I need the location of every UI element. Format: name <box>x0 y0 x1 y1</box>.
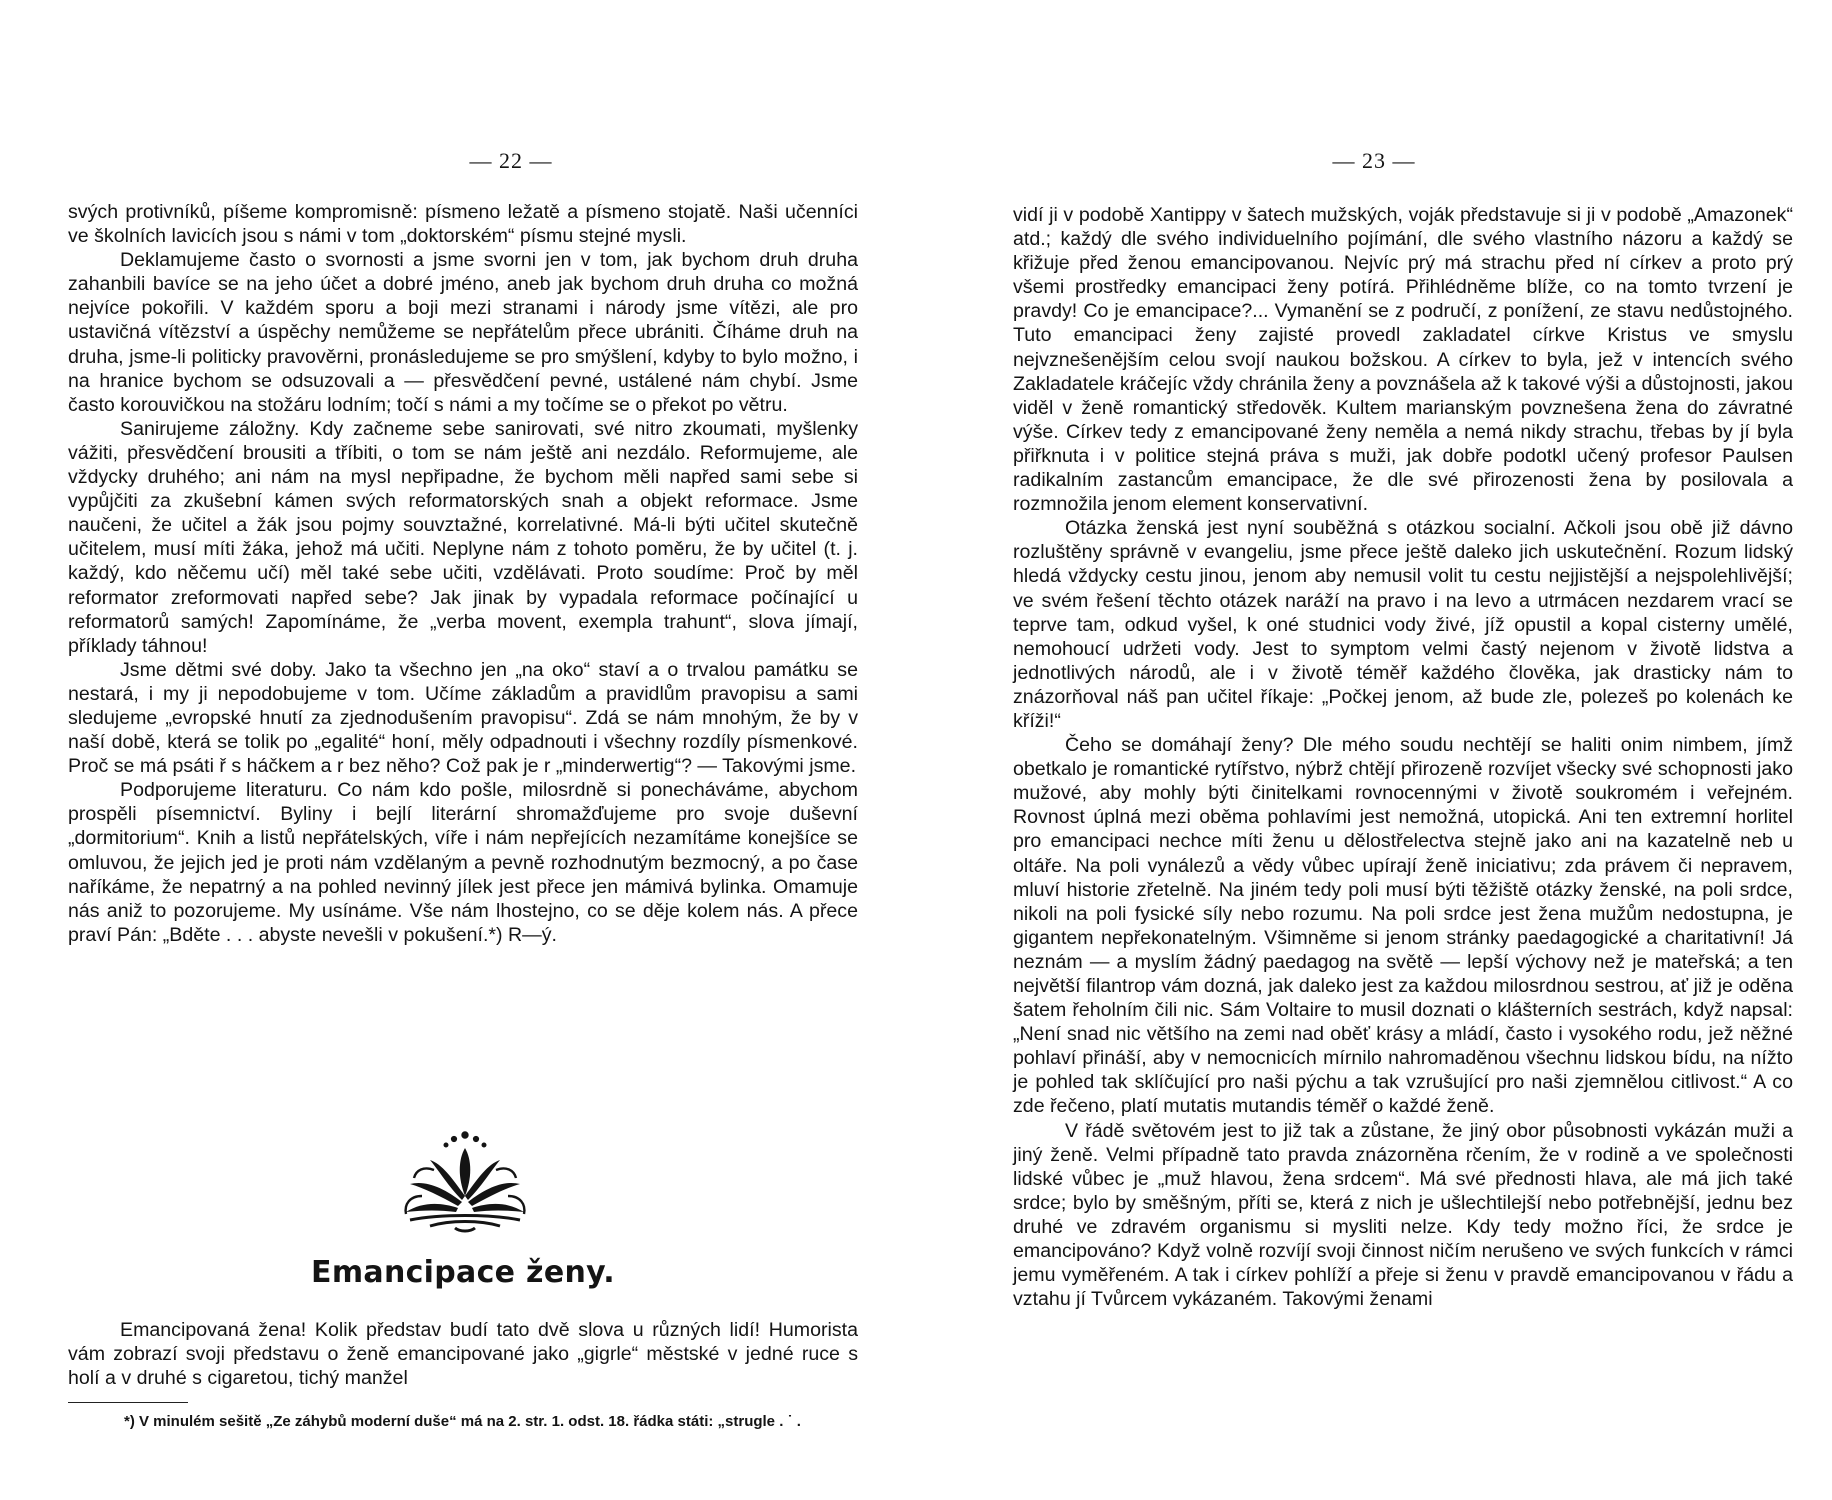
left-text-column-continued <box>68 1318 858 1390</box>
section-title: Emancipace ženy. <box>311 1255 615 1290</box>
paragraph: vidí ji v podobě Xantippy v šatech mužských, voják představuje si ji v podobě „Amazonek“ atd.; každý dle svého individuelního pojímání, dle svého vlastního názoru a každý se křižuje před ženou emancipovanou. Nejvíc prý má strachu před ní církev a proto prý všemi prostředky emancipaci ženy potírá. Přihlédněme blíže, co na tomto tvrzení je pravdy! Co je emancipace?... Vymanění se z područí, z ponížení, ze stavu nedůstojného. Tuto emancipaci ženy zajisté provedl zakladatel církve Kristus ve smyslu nejvznešenějším celou svojí naukou božskou. A církev to byla, jež v intencích svého Zakladatele kráčejíc vždy chránila ženy a povznášela až k takové výši a důstojnosti, jakou viděl v ženě romantický středověk. Kultem marianským povznešena žena do závratné výše. Církev tedy z emancipované ženy neměla a nemá nikdy strachu, třebas by jí byla přiřknuta i v politice stejná práva s muži, jak dobře podotkl učený profesor Paulsen radikalním zastancům emancipace, že dle své přirozenosti žena by posilovala a rozmnožila jenom element konservativní. <box>1013 204 1793 516</box>
floral-vignette-icon <box>400 1130 530 1234</box>
page-number-right: — 23 — <box>1332 148 1416 173</box>
paragraph: Jsme dětmi své doby. Jako ta všechno jen „na oko“ staví a o trvalou památku se nestará, i my ji nepodobujeme v tom. Učíme základům a pravidlům pravopisu a sami sledujeme „evropské hnutí za zjednodušením pravopisu“. Zdá se nám mnohým, že by v naší době, která se tolik po „egalité“ honí, měly odpadnouti i všechny rozdíly písmenkové. Proč se má psáti ř s háčkem a r bez něho? Což pak je r „minderwertig“? — Takovými jsme. <box>68 658 858 778</box>
footnote-rule <box>68 1402 188 1403</box>
paragraph: Čeho se domáhají ženy? Dle mého soudu nechtějí se haliti onim nimbem, jímž obetkalo je romantické rytířstvo, nýbrž chtějí přirozeně rozvíjet všecky své schopnosti jako mužové, aby mohly býti činitelkami rovnocennými v životě soukromém i veřejném. Rovnost úplná mezi oběma pohlavími jest nemožná, utopická. Ani ten extremní horlitel pro emancipaci nechce míti ženu u dělostřelectva stejně jako ani na kazatelně neb u oltáře. Na poli vynálezů a vědy vůbec upírají ženě iniciativu; zda právem či nepravem, mluví historie zřetelně. Na jiném tedy poli musí býti těžiště otázky ženské, na poli srdce, nikoli na poli fysické síly nebo rozumu. Na poli srdce jest žena mužům nedostupna, je gigantem nepřekonatelným. Všimněme si jenom stránky paedagogické a charitativní! Já neznám — a myslím žádný paedagog na světě — lepší výchovy než je mateřská; a ten největší filantrop vám dozná, jak daleko jest za každou milosrdnou sestrou, ať již je oděna šatem řeholním čili nic. Sám Voltaire to musil doznati o klášterních sestrách, když napsal: „Není snad nic většího na zemi nad oběť krásy a mládí, často i vysokého rodu, jež něžné pohlaví přináší, aby v nemocnicích mírnilo nahromaděnou všechnu lidskou bídu, na nížto je pohled tak sklíčující pro naši pýchu a tak vzrušující pro naši zjemnělou citlivost.“ A co zde řečeno, platí mutatis mutandis téměř o každé ženě. <box>1013 734 1793 1118</box>
page-number-left: — 22 — <box>469 148 553 173</box>
paragraph: Sanirujeme záložny. Kdy začneme sebe sanirovati, své nitro zkoumati, myšlenky vážiti, přesvědčení brousiti a tříbiti, o tom se nám ještě ani nezdálo. Reformujeme, ale vždycky druhého; ani nám na mysl nepřipadne, že bychom měli napřed sami sebe si vypůjčiti za zkušební kámen svých reformatorských snah a objekt reformace. Jsme naučeni, že učitel a žák jsou pojmy souvztažné, korrelativné. Má-li býti učitel skutečně učitelem, musí míti žáka, jehož má učiti. Neplyne nám z tohoto poměru, že by učitel (t. j. každý, kdo něčemu učí) měl také sebe učiti, vzdělávati. Proto soudíme: Proč by měl reformator zreformovati napřed sebe? Jak jinak by vypadala reformace počínající u reformatorů samých! Zapomínáme, že „verba movent, exempla trahunt“, slova jímají, příklady táhnou! <box>68 417 858 657</box>
paragraph: svých protivníků, píšeme kompromisně: písmeno ležatě a písmeno stojatě. Naši učenníci ve školních lavicích jsou s námi v tom „doktorském“ písmu stejné mysli. <box>68 201 858 248</box>
paragraph: Deklamujeme často o svornosti a jsme svorni jen v tom, jak bychom druh druha zahanbili bavíce se na jeho účet a dobré jméno, aneb jak bychom druh druha co možná nejvíce pokořili. V každém sporu a boji mezi stranami i národy jsme vítězi, ale pro ustavičná vítězství a úspěchy nemůžeme se nepřátelům přece ubrániti. Číháme druh na druha, jsme-li politicky pravověrni, pronásledujeme se pro smýšlení, kdyby to bylo možno, i na hranice bychom se odsuzovali a — přesvědčení pevné, ustálené nám chybí. Jsme často korouvičkou na stožáru lodním; točí s námi a my točíme se o překot po větru. <box>68 249 858 416</box>
paragraph: V řádě světovém jest to již tak a zůstane, že jiný obor působnosti vykázán muži a jiný ženě. Velmi případně tato pravda znázorněna rčením, že v rodině a ve společnosti lidské vůbec je „muž hlavou, žena srdcem“. Má své přednosti hlava, ale má jich také srdce; bylo by směšným, příti se, která z nich je ušlechtilejší nebo potřebnější, jednu bez druhé ve zdravém organismu si mysliti nelze. Kdy tedy možno říci, že srdce je emancipováno? Když volně rozvíjí svoji činnost ničím nerušeno ve svých funkcích v rámci jemu vyměřeném. A tak i církev pohlíží a přeje si ženu v pravdě emancipovanou v řádu a vztahu jí Tvůrcem vykázaném. Takovými ženami <box>1013 1119 1793 1311</box>
left-text-column <box>68 200 858 947</box>
paragraph: Podporujeme literaturu. Co nám kdo pošle, milosrdně si ponecháváme, abychom prospěli písemnictví. Byliny i bejlí literární shromažďujeme pro svoje duševní „dormitorium“. Knih a listů nepřátelských, víře i nám nepřejících nezamítáme konejšíce se omluvou, že jejich jed je proti nám vzdělaným a pevně rozhodnutým bezmocný, a po čase naříkáme, že nepatrný a na pohled nevinný jílek jest přece jen mámivá bylinka. Omamuje nás aniž to pozorujeme. My usínáme. Vše nám lhostejno, co se děje kolem nás. A přece praví Pán: „Bděte . . . abyste nevešli v pokušení.*) R—ý. <box>68 779 858 946</box>
right-page <box>916 0 1832 1500</box>
footnote: *) V minulém sešitě „Ze záhybů moderní duše“ má na 2. str. 1. odst. 18. řádka státi: „strugle . ˙ . <box>124 1413 801 1430</box>
right-text-column <box>1013 203 1793 1311</box>
paragraph: Otázka ženská jest nyní souběžná s otázkou socialní. Ačkoli jsou obě již dávno rozluštěny správně v evangeliu, jsme přece ještě daleko jich uskutečnění. Rozum lidský hledá vždycky cestu jinou, jenom aby nemusil volit tu cestu nejjistější a nejspolehlivější; ve svém řešení těchto otázek naráží na pravo i na levo a utrmácen nezdarem vrací se teprve tam, odkud vyšel, k oné studnici vody živé, jíž opustil a kopal cisterny umělé, nemohoucí udržeti vody. Jest to symptom velmi častý nejenom v životě lidstva a jednotlivých národů, ale i v životě téměř každého člověka, jak drasticky nám to znázorňoval náš pan učitel říkaje: „Počkej jenom, až bude zle, polezeš po kolenách ke kříži!“ <box>1013 517 1793 732</box>
paragraph: Emancipovaná žena! Kolik představ budí tato dvě slova u různých lidí! Humorista vám zobrazí svoji představu o ženě emancipované jako „gigrle“ městské v jedné ruce s holí a v druhé s cigaretou, tichý manžel <box>68 1319 858 1390</box>
